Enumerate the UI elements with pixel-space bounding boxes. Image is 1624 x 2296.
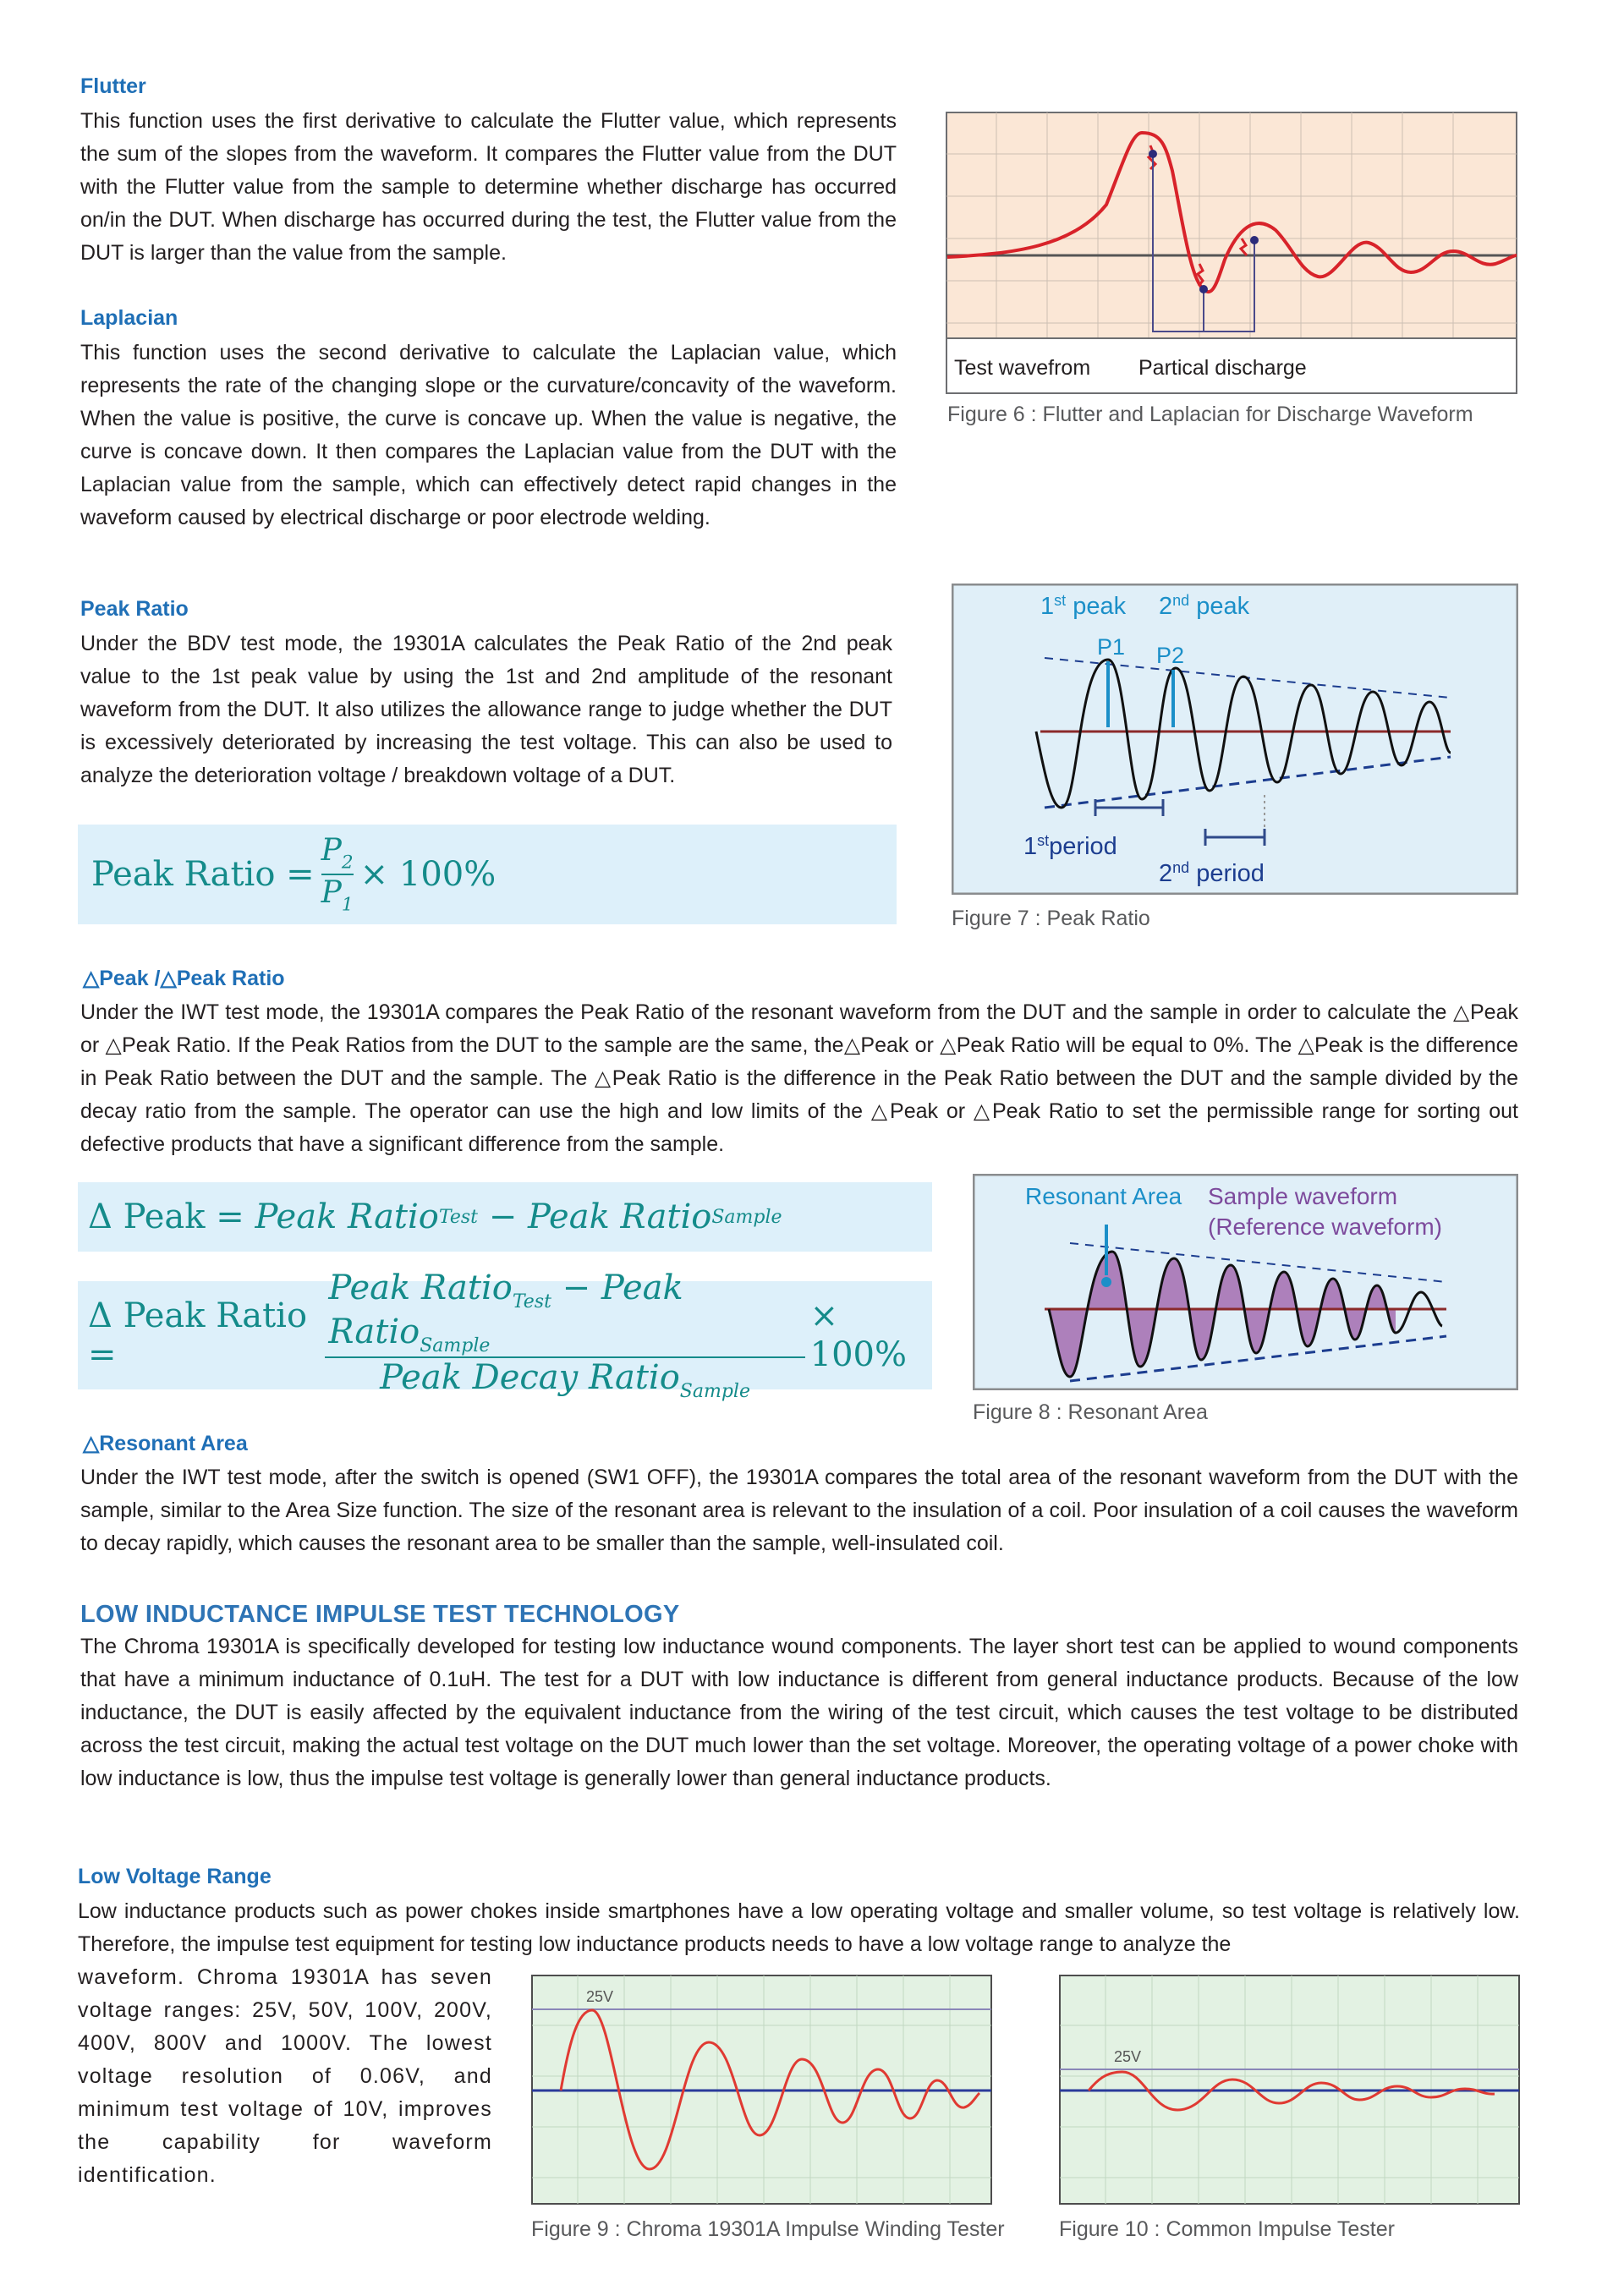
peak-ratio-body: Under the BDV test mode, the 19301A calculates the Peak Ratio of the 2nd peak value to the 1st peak value by using the 1st and 2nd amplitude of the resonant waveform from the DUT. It also utilizes the allowance range to judge whether the DUT is excessively deteriorated by increasing the test voltage. This can also be used to analyze the deterioration voltage / breakdown voltage of a DUT. — [80, 632, 892, 787]
common-impulse-waveform-chart — [1059, 1975, 1520, 2205]
low-voltage-heading: Low Voltage Range — [78, 1865, 272, 1888]
low-inductance-body: The Chroma 19301A is specifically developed for testing low inductance wound components. The layer short test can be applied to wound components that have a minimum inductance of 0.1uH. The test for a DUT with low inductance is different from general inductance products. Because of the low inductance, the DUT is easily affected by the equivalent inductance from the wiring of the test circuit, which causes the test voltage to be distributed across the test circuit, making the actual test voltage on the DUT much lower than the set voltage. Moreover, the operating voltage of a power choke with low inductance is low, thus the impulse test voltage is generally lower than general inductance products. — [80, 1635, 1518, 1790]
delta-peak-formula: Δ Peak = Peak Ratio Test − Peak Ratio Sample — [78, 1182, 932, 1252]
fig6-label-partial-discharge: Partical discharge — [1138, 356, 1307, 380]
flutter-body: This function uses the first derivative to calculate the Flutter value, which represents the sum of the slopes from the waveform. It compares the Flutter value from the DUT with the Flutter value from the sample to determine whether discharge has occurred on/in the DUT. When discharge has occurred during the test, the Flutter value from the DUT is larger than the value from the sample. — [80, 109, 897, 265]
figure-7 — [952, 584, 1518, 895]
figure-7-caption: Figure 7 : Peak Ratio — [952, 907, 1150, 930]
delta-peak-heading: △Peak /△Peak Ratio — [83, 967, 285, 990]
resonant-area-body: Under the IWT test mode, after the switch is opened (SW1 OFF), the 19301A compares the total area of the resonant waveform from the DUT with the sample, similar to the Area Size function. The size of the resonant area is relevant to the insulation of a coil. Poor insulation of a coil causes the waveform to decay rapidly, which causes the resonant area to be smaller than the sample, well-insulated coil. — [80, 1466, 1518, 1555]
figure-6 — [946, 112, 1517, 394]
fig10-range-label: 25V — [1114, 2048, 1142, 2065]
figure-8 — [973, 1174, 1518, 1390]
laplacian-body: This function uses the second derivative to calculate the Laplacian value, which represents the rate of the changing slope or the curvature/concavity of the waveform. When the value is positive, the curve is concave up. When the value is negative, the curve is concave down. It then compares the Laplacian value from the DUT with the Laplacian value from the sample, which can effectively detect rapid changes in the waveform caused by electrical discharge or poor electrode welding. — [80, 341, 897, 529]
fig7-label-p2: P2 — [1156, 643, 1185, 668]
low-inductance-heading: LOW INDUCTANCE IMPULSE TEST TECHNOLOGY — [80, 1601, 680, 1628]
fig8-label-reference-waveform: (Reference waveform) — [1208, 1214, 1442, 1240]
peak-ratio-heading: Peak Ratio — [80, 597, 189, 621]
f2-fraction: $\frac{Peak Ratio_{Test} - Peak Ratio_{Sample}}{Peak Decay Ratio_{Sample}}$ — [325, 1269, 804, 1402]
f2-rhs: × 100% — [809, 1296, 908, 1374]
fig7-label-1st-period: 1stperiod — [1023, 832, 1117, 860]
fig7-label-2nd-period: 2nd period — [1159, 859, 1265, 887]
low-voltage-body-narrow: waveform. Chroma 19301A has seven voltage ranges: 25V, 50V, 100V, 200V, 400V, 800V and 1000V. The lowest voltage resolution of 0.06V, and minimum test voltage of 10V, improves the capability for waveform identification. — [78, 1965, 492, 2187]
figure-9-caption: Figure 9 : Chroma 19301A Impulse Winding Tester — [531, 2217, 1005, 2241]
fig8-label-resonant-area: Resonant Area — [1025, 1183, 1182, 1209]
laplacian-heading: Laplacian — [80, 306, 178, 330]
peak-ratio-formula — [78, 825, 897, 924]
fig7-label-1st-peak: 1st peak — [1040, 592, 1127, 620]
low-voltage-body-full: Low inductance products such as power chokes inside smartphones have a low operating voltage and smaller volume, so test voltage is relatively low. Therefore, the impulse test equipment for testing low inductance products needs to have a low voltage range to analyze the — [78, 1899, 1520, 1956]
fig7-label-2nd-peak: 2nd peak — [1159, 592, 1250, 620]
figure-6-caption: Figure 6 : Flutter and Laplacian for Discharge Waveform — [947, 403, 1473, 426]
fig6-label-test-waveform: Test wavefrom — [954, 356, 1091, 380]
delta-peak-body: Under the IWT test mode, the 19301A compares the Peak Ratio of the resonant waveform from the DUT and the sample in order to calculate the △Peak or △Peak Ratio. If the Peak Ratios from the DUT to the sample are the same, the△Peak or △Peak Ratio will be equal to 0%. The △Peak is the difference in Peak Ratio between the DUT and the sample. The △Peak Ratio is the difference in the Peak Ratio between the DUT and the sample divided by the decay ratio from the sample. The operator can use the high and low limits of the △Peak or △Peak Ratio to set the permissible range for sorting out defective products that have a significant difference from the sample. — [80, 1000, 1518, 1156]
discharge-waveform-chart — [946, 112, 1517, 394]
f2-lhs: Δ Peak Ratio = — [88, 1296, 308, 1374]
delta-peak-ratio-formula — [78, 1269, 932, 1402]
formula-fraction: $\frac{P_2}{P_1}$ — [321, 833, 354, 916]
peak-ratio-diagram — [952, 584, 1518, 895]
figure-8-caption: Figure 8 : Resonant Area — [973, 1400, 1208, 1424]
resonant-area-diagram — [973, 1174, 1518, 1390]
flutter-heading: Flutter — [80, 74, 146, 98]
f1-lhs: Δ Peak = — [88, 1197, 244, 1236]
figure-9 — [531, 1975, 992, 2205]
figure-10-caption: Figure 10 : Common Impulse Tester — [1059, 2217, 1395, 2241]
figure-10 — [1059, 1975, 1520, 2205]
fig9-range-label: 25V — [586, 1988, 614, 2005]
fig8-label-sample-waveform: Sample waveform — [1208, 1183, 1398, 1209]
formula-lhs: Peak Ratio = — [91, 855, 315, 894]
formula-rhs: × 100% — [359, 855, 497, 894]
chroma-impulse-waveform-chart — [531, 1975, 992, 2205]
resonant-area-heading: △Resonant Area — [83, 1432, 248, 1455]
fig7-label-p1: P1 — [1097, 634, 1126, 660]
